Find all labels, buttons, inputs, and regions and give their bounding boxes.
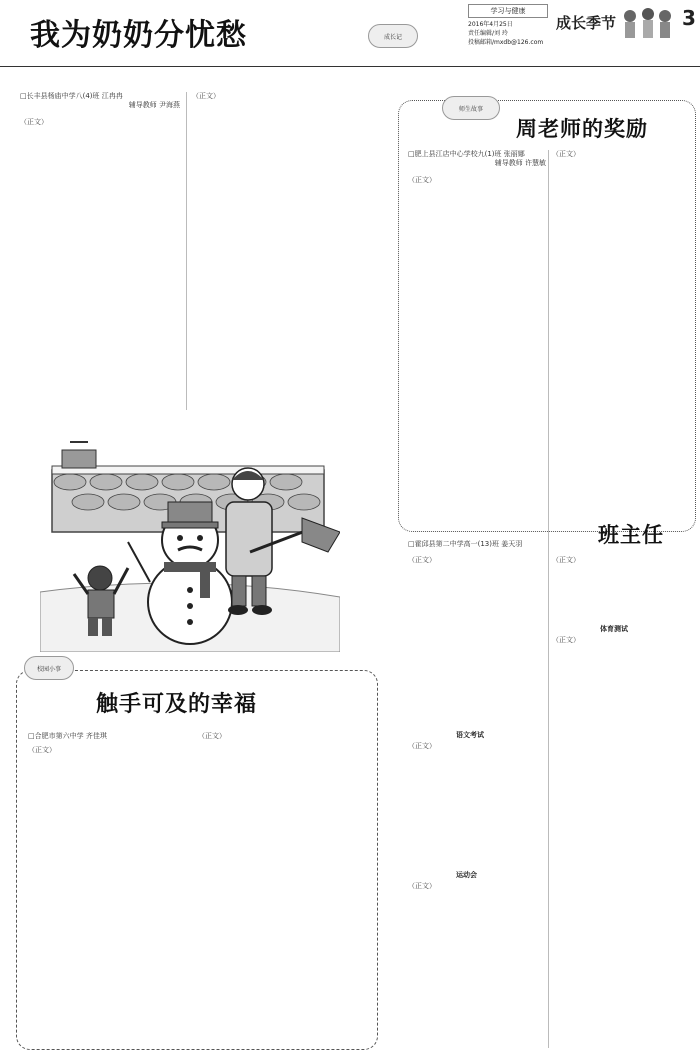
badge-growth: 成长记: [368, 24, 418, 48]
banzhuren-byline: □霍邱县第二中学高一(13)班 姜天羽: [408, 540, 523, 548]
banzhuren-body-col-1c: （正文）: [408, 882, 436, 890]
banzhuren-body-col-1b: （正文）: [408, 742, 436, 750]
xingfu-byline: □合肥市第六中学 齐佳琪: [28, 732, 107, 740]
page-headline-nainai: 我为奶奶分忧愁: [30, 18, 247, 53]
snowman-illustration: [40, 422, 340, 652]
nainai-byline-2: 辅导教师 尹海燕: [128, 101, 180, 109]
masthead-kids-illustration: [620, 4, 680, 48]
banzhuren-subhead-0: 体育测试: [600, 625, 628, 633]
badge-teacher-student: 师生故事: [442, 96, 500, 120]
column-rule-right: [548, 150, 549, 1048]
banzhuren-title: 班主任: [598, 523, 664, 547]
zhou-byline: [408, 150, 546, 168]
nainai-body-col-2: （正文）: [192, 92, 220, 100]
masthead-rule: [0, 66, 700, 67]
banzhuren-body-col-2: （正文）: [552, 556, 580, 564]
banzhuren-body-col-1: （正文）: [408, 556, 436, 564]
xingfu-body-col-1: （正文）: [28, 746, 56, 754]
banzhuren-subhead-2: 运动会: [456, 871, 477, 879]
nainai-body-col-1: （正文）: [20, 118, 48, 126]
section-title: 成长季节: [556, 14, 617, 32]
column-rule-left: [186, 92, 187, 410]
paper-name: 学习与健康: [468, 4, 548, 18]
xingfu-body-col-2: （正文）: [198, 732, 226, 740]
editor-line: 责任编辑/刘 玲: [468, 30, 508, 37]
badge-campus: 校园小事: [24, 656, 74, 680]
email-line: 投稿邮箱/mxdb@126.com: [468, 39, 544, 46]
zhou-body-col-1: （正文）: [408, 176, 436, 184]
xingfu-title: 触手可及的幸福: [96, 692, 258, 717]
zhou-title: 周老师的奖励: [516, 117, 648, 141]
nainai-byline: [20, 92, 180, 110]
date-line: 2016年4月25日: [468, 21, 513, 28]
zhou-body-col-2: （正文）: [552, 150, 580, 158]
nainai-byline-1: □长丰县杨庙中学八(4)班 江冉冉: [20, 92, 123, 100]
zhou-byline-1: □肥上县江店中心学校九(1)班 张丽娜: [408, 150, 525, 158]
masthead-info: [468, 4, 548, 47]
banzhuren-subhead-1: 语文考试: [456, 731, 484, 739]
zhou-byline-2: 辅导教师 许慧敏: [494, 159, 546, 167]
page-number: 3: [682, 6, 696, 30]
banzhuren-body-col-2b: （正文）: [552, 636, 580, 644]
